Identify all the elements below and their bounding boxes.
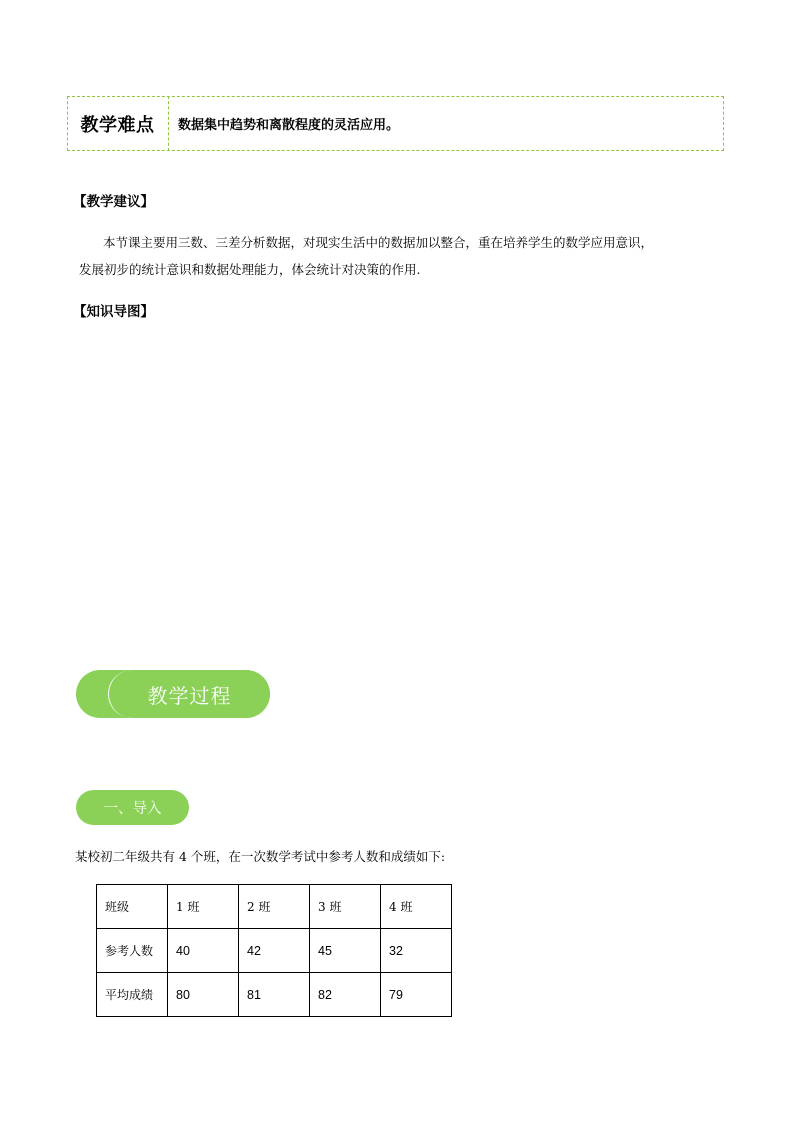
table-cell: 40 [168,929,239,973]
table-cell: 1 班 [168,885,239,929]
table-cell: 81 [239,973,310,1017]
intro-banner: 一、导入 [76,790,189,825]
table-row [97,885,452,929]
suggestion-paragraph [79,229,719,283]
suggestion-heading: 【教学建议】 [73,194,154,210]
table-cell: 2 班 [239,885,310,929]
table-cell: 32 [381,929,452,973]
table-cell: 班级 [97,885,168,929]
table-cell: 平均成绩 [97,973,168,1017]
table-cell: 4 班 [381,885,452,929]
table-cell: 42 [239,929,310,973]
table-cell: 79 [381,973,452,1017]
difficulty-divider [168,96,169,151]
suggestion-line-1: 本节课主要用三数、三差分析数据，对现实生活中的数据加以整合，重在培养学生的数学应用意识， [103,235,654,250]
difficulty-text: 数据集中趋势和离散程度的灵活应用。 [178,118,400,133]
mindmap-heading: 【知识导图】 [73,304,154,320]
score-table [96,884,452,1017]
table-row [97,973,452,1017]
intro-text: 某校初二年级共有 4 个班，在一次数学考试中参考人数和成绩如下: [75,849,446,864]
table-row [97,929,452,973]
table-cell: 3 班 [310,885,381,929]
table-cell: 参考人数 [97,929,168,973]
suggestion-line-2: 发展初步的统计意识和数据处理能力，体会统计对决策的作用. [79,262,421,277]
table-cell: 82 [310,973,381,1017]
difficulty-label: 教学难点 [80,114,155,136]
table-cell: 80 [168,973,239,1017]
process-banner: 教学过程 [108,670,270,718]
table-cell: 45 [310,929,381,973]
